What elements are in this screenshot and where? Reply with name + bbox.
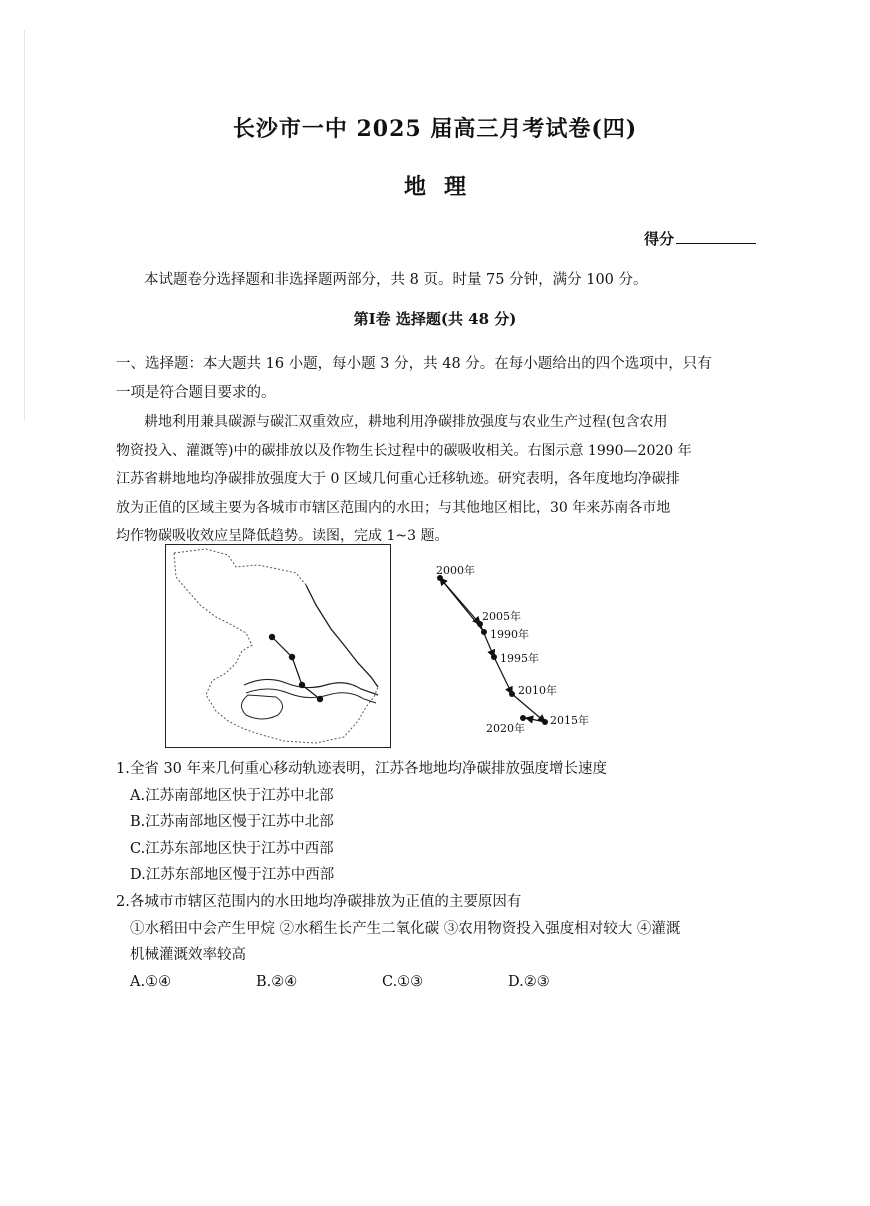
label-2015: 2015年 xyxy=(550,714,589,727)
part-title: 第Ⅰ卷 选择题(共 48 分) xyxy=(353,310,517,328)
question-1-option-d[interactable]: D.江苏东部地区慢于江苏中西部 xyxy=(130,867,335,883)
label-2005: 2005年 xyxy=(482,610,521,623)
jiangsu-map xyxy=(165,544,391,748)
question-2-option-a[interactable]: A.①④ xyxy=(130,974,172,990)
seg-2010-2015 xyxy=(512,694,545,722)
question-2-items-line-2: 机械灌溉效率较高 xyxy=(130,947,246,963)
label-1990: 1990年 xyxy=(490,628,529,641)
province-boundary xyxy=(174,549,378,743)
question-2-option-b[interactable]: B.②④ xyxy=(256,974,298,990)
map-point-2010 xyxy=(299,682,305,688)
lake-outline xyxy=(241,695,282,719)
section-instructions xyxy=(116,350,766,408)
label-2020: 2020年 xyxy=(486,722,525,735)
reading-passage xyxy=(116,408,766,551)
jiangsu-map-svg xyxy=(166,545,390,747)
question-2-items-line-1: ①水稻田中会产生甲烷 ②水稻生长产生二氧化碳 ③农用物资投入强度相对较大 ④灌溉 xyxy=(130,921,681,937)
coastline xyxy=(306,585,378,687)
question-1-option-b[interactable]: B.江苏南部地区慢于江苏中北部 xyxy=(130,814,334,830)
point-1995 xyxy=(491,654,497,660)
score-field xyxy=(644,228,756,249)
question-1-option-a[interactable]: A.江苏南部地区快于江苏中北部 xyxy=(130,788,334,804)
question-2-option-d[interactable]: D.②③ xyxy=(508,974,550,990)
map-point-2000 xyxy=(269,634,275,640)
question-2-options xyxy=(130,969,634,996)
seg-2000-2005 xyxy=(440,578,480,624)
passage-line-2: 物资投入、灌溉等)中的碳排放以及作物生长过程中的碳吸收相关。右图示意 1990—2020 年 xyxy=(116,442,692,459)
question-2-stem: 2.各城市市辖区范围内的水田地均净碳排放为正值的主要原因有 xyxy=(116,894,522,910)
exam-title: 长沙市一中 2025 届高三月考试卷(四) xyxy=(232,116,638,142)
trajectory-svg xyxy=(410,552,610,742)
point-1990 xyxy=(481,629,487,635)
map-point-1995 xyxy=(289,654,295,660)
score-blank[interactable] xyxy=(676,229,756,244)
label-2000: 2000年 xyxy=(436,564,475,577)
label-1995: 1995年 xyxy=(500,652,539,665)
question-1-stem: 1.全省 30 年来几何重心移动轨迹表明，江苏各地地均净碳排放强度增长速度 xyxy=(116,761,608,777)
point-2015 xyxy=(542,719,548,725)
trajectory-diagram xyxy=(410,552,610,746)
point-2010 xyxy=(509,691,515,697)
label-2010: 2010年 xyxy=(518,684,557,697)
passage-line-3: 江苏省耕地地均净碳排放强度大于 0 区域几何重心迁移轨迹。研究表明，各年度地均净碳排 xyxy=(116,471,680,487)
question-2-option-c[interactable]: C.①③ xyxy=(382,974,424,990)
score-label: 得分 xyxy=(644,230,675,248)
map-point-2015 xyxy=(317,696,323,702)
page-margin-line xyxy=(24,30,25,420)
passage-line-4: 放为正值的区域主要为各城市市辖区范围内的水田；与其他地区相比，30 年来苏南各市地 xyxy=(116,499,671,516)
point-2020 xyxy=(520,715,526,721)
subject-title: 地理 xyxy=(403,174,484,200)
section-line-1: 一、选择题：本大题共 16 小题，每小题 3 分，共 48 分。在每小题给出的四个选项中，只有 xyxy=(116,356,712,372)
question-1-option-c[interactable]: C.江苏东部地区快于江苏中西部 xyxy=(130,841,334,857)
passage-line-5: 均作物碳吸收效应呈降低趋势。读图，完成 1~3 题。 xyxy=(116,528,449,544)
passage-line-1: 耕地利用兼具碳源与碳汇双重效应，耕地利用净碳排放强度与农业生产过程(包含农用 xyxy=(144,414,668,430)
centroid-trajectory-map xyxy=(272,637,320,699)
exam-intro: 本试题卷分选择题和非选择题两部分，共 8 页。时量 75 分钟，满分 100 分。 xyxy=(144,272,648,288)
section-line-2: 一项是符合题目要求的。 xyxy=(116,385,276,401)
